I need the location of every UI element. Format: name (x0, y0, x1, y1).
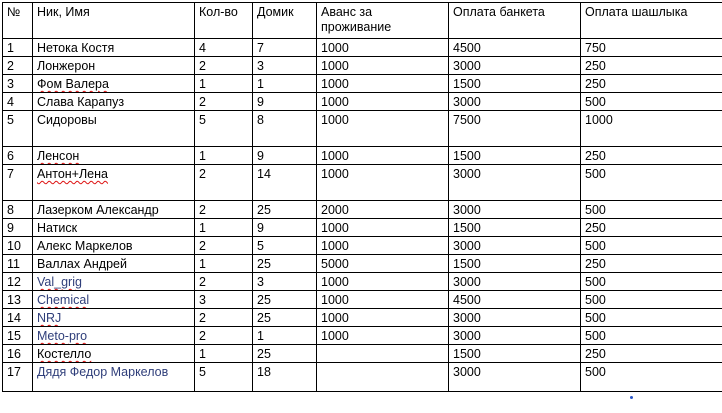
cell-banquet (449, 201, 581, 219)
cell-qty-text: 2 (199, 329, 206, 343)
cell-bbq-text: 500 (585, 329, 606, 343)
cell-house-text: 9 (257, 149, 264, 163)
cell-qty (195, 255, 253, 273)
cell-advance-text: 1000 (321, 275, 349, 289)
cell-house (253, 219, 317, 237)
cell-qty (195, 75, 253, 93)
table-row (3, 345, 722, 363)
table-row (3, 237, 722, 255)
cell-name (33, 291, 195, 309)
cell-house-text: 18 (257, 365, 271, 379)
cell-banquet-text: 3000 (453, 95, 481, 109)
cell-bbq-text: 250 (585, 347, 606, 361)
cell-number (3, 237, 33, 255)
cell-banquet-text: 1500 (453, 149, 481, 163)
cell-house-text: 1 (257, 329, 264, 343)
cell-qty (195, 165, 253, 201)
cell-number-text: 2 (7, 59, 14, 73)
cell-bbq (581, 273, 722, 291)
cell-house-text: 5 (257, 239, 264, 253)
cell-advance (317, 93, 449, 111)
cell-bbq-text: 250 (585, 59, 606, 73)
cell-house-text: 25 (257, 257, 271, 271)
cell-house-text: 9 (257, 95, 264, 109)
cell-banquet-text: 1500 (453, 347, 481, 361)
table-row (3, 219, 722, 237)
cell-house-text: 14 (257, 167, 271, 181)
cell-house (253, 363, 317, 392)
cell-qty-text: 1 (199, 347, 206, 361)
cell-qty-text: 2 (199, 239, 206, 253)
cell-house (253, 309, 317, 327)
cell-bbq-text: 500 (585, 95, 606, 109)
cell-banquet (449, 255, 581, 273)
cell-advance (317, 201, 449, 219)
cell-name-text: Meto-pro (37, 329, 88, 343)
cell-house-text: 25 (257, 311, 271, 325)
cell-number-text: 8 (7, 203, 14, 217)
cell-banquet-text: 4500 (453, 41, 481, 55)
cell-banquet-text: 1500 (453, 77, 481, 91)
table-row (3, 39, 722, 57)
cell-number-text: 10 (7, 239, 21, 253)
cell-number-text: 12 (7, 275, 21, 289)
cell-bbq (581, 165, 722, 201)
cell-number-text: 1 (7, 41, 14, 55)
cell-number (3, 111, 33, 147)
cell-bbq (581, 147, 722, 165)
cell-house (253, 291, 317, 309)
cell-name (33, 111, 195, 147)
cell-house (253, 237, 317, 255)
cell-number-text: 15 (7, 329, 21, 343)
cell-number (3, 147, 33, 165)
cell-bbq-text: 500 (585, 275, 606, 289)
table-row (3, 57, 722, 75)
cell-advance-text: 2000 (321, 203, 349, 217)
cell-banquet (449, 165, 581, 201)
cell-advance-text: 1000 (321, 77, 349, 91)
cell-qty-text: 1 (199, 77, 206, 91)
cell-name-text: Слава Карапуз (37, 95, 125, 109)
cell-name (33, 237, 195, 255)
cell-bbq-text: 750 (585, 41, 606, 55)
cell-bbq-text: 500 (585, 167, 606, 181)
cell-name-text: NRJ (37, 311, 62, 325)
cell-bbq (581, 345, 722, 363)
cell-number (3, 93, 33, 111)
table-row (3, 93, 722, 111)
cell-banquet (449, 147, 581, 165)
header-banquet: Оплата банкета (449, 3, 581, 39)
cell-number-text: 7 (7, 167, 14, 181)
cell-bbq (581, 363, 722, 392)
cell-bbq (581, 75, 722, 93)
cell-bbq (581, 57, 722, 75)
cell-name (33, 201, 195, 219)
cell-number-text: 17 (7, 365, 21, 379)
cell-banquet (449, 291, 581, 309)
header-number: № (3, 3, 33, 39)
cell-qty (195, 201, 253, 219)
cell-bbq (581, 237, 722, 255)
cell-number-text: 16 (7, 347, 21, 361)
cell-banquet (449, 219, 581, 237)
cell-number-text: 5 (7, 113, 14, 127)
cell-name (33, 363, 195, 392)
cell-advance (317, 111, 449, 147)
cell-bbq (581, 111, 722, 147)
cell-banquet (449, 237, 581, 255)
cell-advance-text: 1000 (321, 167, 349, 181)
cell-number (3, 273, 33, 291)
cell-qty-text: 2 (199, 95, 206, 109)
cell-qty-text: 2 (199, 311, 206, 325)
cell-name (33, 57, 195, 75)
cell-advance (317, 327, 449, 345)
cell-qty (195, 273, 253, 291)
cell-advance (317, 147, 449, 165)
header-row (3, 3, 722, 39)
cell-house-text: 8 (257, 113, 264, 127)
cell-banquet (449, 327, 581, 345)
cell-house (253, 255, 317, 273)
cell-advance-text: 1000 (321, 149, 349, 163)
cell-qty (195, 309, 253, 327)
cell-qty (195, 327, 253, 345)
cell-house-text: 25 (257, 293, 271, 307)
cell-bbq-text: 500 (585, 203, 606, 217)
cell-advance (317, 273, 449, 291)
cell-advance (317, 219, 449, 237)
cell-bbq (581, 219, 722, 237)
cell-banquet-text: 4500 (453, 293, 481, 307)
cell-house (253, 201, 317, 219)
cell-name (33, 39, 195, 57)
cell-number-text: 4 (7, 95, 14, 109)
cell-name-text: Дядя Федор Маркелов (37, 365, 169, 379)
cell-banquet-text: 7500 (453, 113, 481, 127)
cell-bbq-text: 250 (585, 221, 606, 235)
cell-name-text: Сидоровы (37, 113, 97, 127)
cell-qty (195, 345, 253, 363)
cell-number (3, 309, 33, 327)
cell-advance (317, 237, 449, 255)
cell-name-text: Валлах Андрей (37, 257, 127, 271)
cell-qty-text: 3 (199, 293, 206, 307)
cell-house (253, 165, 317, 201)
cell-name-text: Натиск (37, 221, 78, 235)
cell-banquet (449, 111, 581, 147)
cell-house-text: 3 (257, 59, 264, 73)
cell-advance-text: 1000 (321, 239, 349, 253)
table-row (3, 75, 722, 93)
cell-bbq-text: 1000 (585, 113, 613, 127)
cell-advance (317, 291, 449, 309)
cell-number-text: 13 (7, 293, 21, 307)
cell-qty (195, 147, 253, 165)
cell-name-text: Алекс Маркелов (37, 239, 133, 253)
cell-number (3, 345, 33, 363)
table-row (3, 165, 722, 201)
cell-qty-text: 4 (199, 41, 206, 55)
cell-number-text: 6 (7, 149, 14, 163)
cell-name (33, 147, 195, 165)
cell-number (3, 165, 33, 201)
cell-name (33, 327, 195, 345)
cell-banquet (449, 309, 581, 327)
cell-house (253, 57, 317, 75)
cell-qty (195, 111, 253, 147)
cell-advance-text: 1000 (321, 95, 349, 109)
cell-advance (317, 255, 449, 273)
cell-name-text: Костелло (37, 347, 92, 361)
cell-name (33, 165, 195, 201)
cell-banquet-text: 3000 (453, 311, 481, 325)
cell-number (3, 327, 33, 345)
cell-banquet (449, 75, 581, 93)
cell-bbq-text: 250 (585, 77, 606, 91)
cell-advance-text: 1000 (321, 59, 349, 73)
cell-bbq (581, 255, 722, 273)
cell-advance (317, 57, 449, 75)
cell-qty-text: 5 (199, 113, 206, 127)
cell-qty (195, 39, 253, 57)
cell-bbq-text: 500 (585, 293, 606, 307)
cell-qty (195, 93, 253, 111)
cell-bbq (581, 93, 722, 111)
cell-banquet-text: 1500 (453, 221, 481, 235)
cell-name-text: Антон+Лена (37, 167, 108, 181)
cell-house (253, 345, 317, 363)
cell-bbq (581, 309, 722, 327)
table-row (3, 327, 722, 345)
cell-banquet-text: 3000 (453, 59, 481, 73)
cell-banquet-text: 3000 (453, 167, 481, 181)
header-bbq: Оплата шашлыка (581, 3, 722, 39)
cell-house-text: 25 (257, 203, 271, 217)
cell-advance (317, 363, 449, 392)
cell-bbq (581, 291, 722, 309)
cell-number-text: 14 (7, 311, 21, 325)
cell-number (3, 255, 33, 273)
cell-advance-text: 1000 (321, 221, 349, 235)
payments-table (2, 2, 722, 392)
table-row (3, 111, 722, 147)
cell-banquet-text: 3000 (453, 203, 481, 217)
cell-qty-text: 2 (199, 59, 206, 73)
cell-advance-text: 1000 (321, 41, 349, 55)
cell-house-text: 3 (257, 275, 264, 289)
cell-advance (317, 165, 449, 201)
cell-qty-text: 1 (199, 257, 206, 271)
cell-bbq-text: 250 (585, 257, 606, 271)
cell-house (253, 75, 317, 93)
table-row (3, 309, 722, 327)
cell-name-text: Ленсон (37, 149, 80, 163)
cell-name-text: Лазерком Александр (37, 203, 159, 217)
cell-advance (317, 39, 449, 57)
cell-banquet (449, 93, 581, 111)
cell-house (253, 147, 317, 165)
cell-bbq (581, 39, 722, 57)
cell-number (3, 57, 33, 75)
cell-banquet (449, 39, 581, 57)
cell-qty (195, 219, 253, 237)
cell-advance-text: 1000 (321, 311, 349, 325)
cell-qty-text: 2 (199, 275, 206, 289)
cell-name-text: Фом Валера (37, 77, 109, 91)
cell-house-text: 7 (257, 41, 264, 55)
cell-number-text: 9 (7, 221, 14, 235)
stray-dot (630, 396, 633, 399)
cell-bbq (581, 201, 722, 219)
cell-advance-text: 1000 (321, 329, 349, 343)
cell-number (3, 363, 33, 392)
cell-number (3, 291, 33, 309)
table-row (3, 363, 722, 392)
table-row (3, 255, 722, 273)
cell-name-text: Val_grig (37, 275, 82, 289)
cell-number (3, 39, 33, 57)
header-house: Домик (253, 3, 317, 39)
cell-name (33, 93, 195, 111)
header-advance: Аванс за проживание (317, 3, 449, 39)
cell-name-text: Нетока Костя (37, 41, 115, 55)
header-name: Ник, Имя (33, 3, 195, 39)
cell-banquet (449, 57, 581, 75)
cell-advance-text: 5000 (321, 257, 349, 271)
table-row (3, 291, 722, 309)
cell-house (253, 93, 317, 111)
cell-name-text: Лонжерон (37, 59, 96, 73)
cell-banquet (449, 345, 581, 363)
cell-house (253, 39, 317, 57)
cell-house (253, 327, 317, 345)
cell-number (3, 75, 33, 93)
cell-qty (195, 237, 253, 255)
cell-advance (317, 309, 449, 327)
header-qty: Кол-во (195, 3, 253, 39)
cell-qty-text: 2 (199, 203, 206, 217)
cell-qty (195, 363, 253, 392)
cell-name (33, 273, 195, 291)
cell-number-text: 11 (7, 257, 20, 271)
cell-advance-text: 1000 (321, 113, 349, 127)
cell-house-text: 25 (257, 347, 271, 361)
table-row (3, 273, 722, 291)
cell-qty (195, 57, 253, 75)
cell-name (33, 75, 195, 93)
cell-advance (317, 75, 449, 93)
cell-banquet-text: 3000 (453, 275, 481, 289)
cell-qty-text: 1 (199, 149, 206, 163)
cell-bbq-text: 500 (585, 239, 606, 253)
cell-number (3, 219, 33, 237)
cell-name-text: Chemical (37, 293, 90, 307)
cell-qty (195, 291, 253, 309)
cell-bbq (581, 327, 722, 345)
cell-banquet-text: 1500 (453, 257, 481, 271)
cell-house-text: 1 (257, 77, 264, 91)
cell-number-text: 3 (7, 77, 14, 91)
cell-banquet-text: 3000 (453, 329, 481, 343)
cell-number (3, 201, 33, 219)
cell-house-text: 9 (257, 221, 264, 235)
cell-qty-text: 5 (199, 365, 206, 379)
cell-bbq-text: 500 (585, 311, 606, 325)
cell-banquet (449, 273, 581, 291)
cell-bbq-text: 500 (585, 365, 606, 379)
cell-banquet (449, 363, 581, 392)
cell-house (253, 273, 317, 291)
cell-name (33, 255, 195, 273)
cell-advance-text: 1000 (321, 293, 349, 307)
table-row (3, 147, 722, 165)
cell-name (33, 219, 195, 237)
cell-qty-text: 2 (199, 167, 206, 181)
cell-qty-text: 1 (199, 221, 206, 235)
cell-advance (317, 345, 449, 363)
cell-house (253, 111, 317, 147)
table-row (3, 201, 722, 219)
cell-banquet-text: 3000 (453, 365, 481, 379)
cell-banquet-text: 3000 (453, 239, 481, 253)
document-page (2, 2, 722, 392)
cell-bbq-text: 250 (585, 149, 606, 163)
cell-name (33, 309, 195, 327)
cell-name (33, 345, 195, 363)
